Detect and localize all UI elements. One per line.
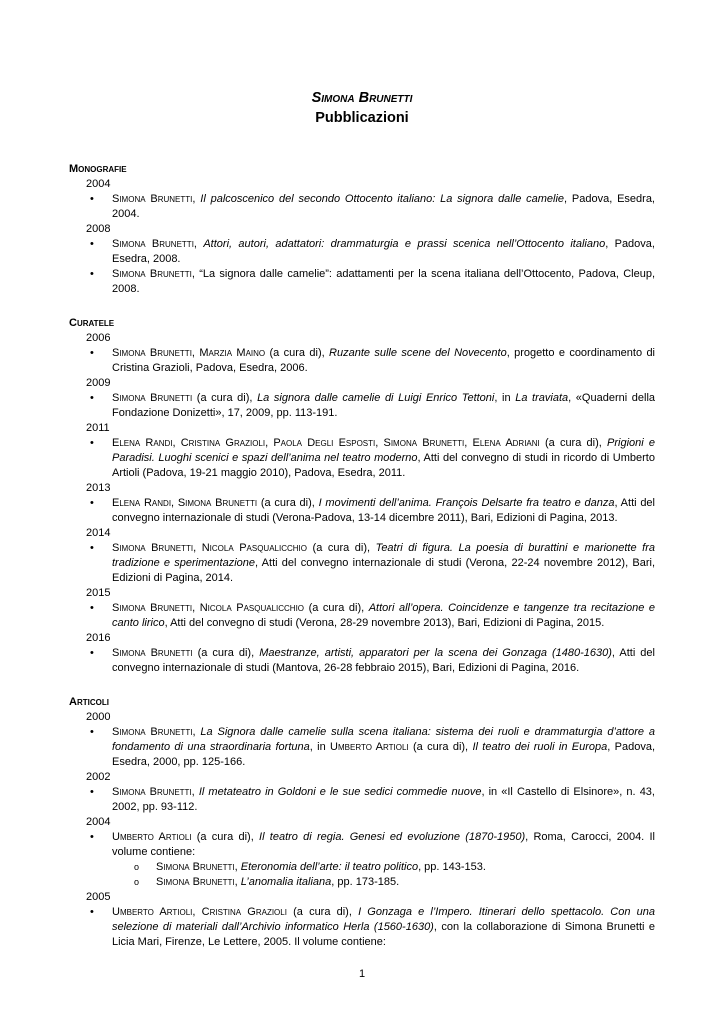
entry-list xyxy=(69,346,655,376)
list-item: • Elena Randi, Cristina Grazioli, Paola Degli Esposti, Simona Brunetti, Elena Adriani (a cura di), Prigioni e Paradisi. Luoghi scenici e spazi dell’anima nel teatro moderno, Atti del convegno di studi in ricordo di Umberto Artioli (Padova, 19-21 maggio 2010), Padova, Esedra, 2011. xyxy=(69,436,655,481)
list-item: • Umberto Artioli (a cura di), Il teatro di regia. Genesi ed evoluzione (1870-1950), Roma, Carocci, 2004. Il volume contiene: xyxy=(69,830,655,860)
entry-title: Maestranze, artisti, apparatori per la scena dei Gonzaga (1480-1630) xyxy=(259,647,612,659)
entry-author: Simona Brunetti xyxy=(112,647,193,659)
entry-details: , progetto e coordinamento di Cristina Grazioli, Padova, Esedra, 2006. xyxy=(112,347,656,374)
page-number: 1 xyxy=(358,968,366,980)
year-label: 2004 xyxy=(86,816,111,828)
entry-list xyxy=(69,192,655,222)
list-item: • Simona Brunetti (a cura di), La signora dalle camelie di Luigi Enrico Tettoni, in La traviata, «Quaderni della Fondazione Donizetti», 17, 2009, pp. 113-191. xyxy=(69,391,655,421)
entry-details: , Atti del convegno internazionale di studi (Verona, 22-24 novembre 2012), Bari, Edizioni di Pagina, 2014. xyxy=(112,557,656,584)
entry-list xyxy=(69,541,655,586)
list-item: • Elena Randi, Simona Brunetti (a cura di), I movimenti dell’anima. François Delsarte fra teatro e danza, Atti del convegno internazionale di studi (Verona-Padova, 13-14 dicembre 2011), Bari, Edizioni di Pagina, 2013. xyxy=(69,496,655,526)
list-item: • Simona Brunetti, Marzia Maino (a cura di), Ruzante sulle scene del Novecento, progetto e coordinamento di Cristina Grazioli, Padova, Esedra, 2006. xyxy=(69,346,655,376)
list-item: • Umberto Artioli, Cristina Grazioli (a cura di), I Gonzaga e l’Impero. Itinerari dello spettacolo. Con una selezione di materiali dall’Archivio informatico Herla (1560-1630), con la collaborazione di Simona Brunetti e Licia Mari, Firenze, Le Lettere, 2005. Il volume contiene: xyxy=(69,905,655,950)
entry-list xyxy=(69,830,655,860)
entry-author: Simona Brunetti xyxy=(112,392,193,404)
year-label: 2000 xyxy=(86,711,111,723)
entry-title: La Signora dalle camelie sulla scena italiana: sistema dei ruoli e drammaturgia d’attore a fondamento di una straordinaria fortuna xyxy=(112,726,655,753)
entry-list xyxy=(69,601,655,631)
section-heading-monografie: Monografie xyxy=(69,163,127,175)
document-body xyxy=(69,162,655,950)
entry-title: Attori, autori, adattatori: drammaturgia e prassi scenica nell’Ottocento italiano xyxy=(203,238,606,250)
entry-details: “La signora dalle camelie”: adattamenti per la scena italiana dell’Ottocento, Padova, Cleup, 2008. xyxy=(112,268,655,295)
entry-list xyxy=(69,905,655,950)
year-label: 2002 xyxy=(86,771,111,783)
author-name: Simona Brunetti xyxy=(311,90,413,106)
entry-title: I Gonzaga e l’Impero. Itinerari dello spettacolo. Con una selezione di materiali dall’Archivio informatico Herla (1560-1630) xyxy=(112,906,656,933)
entry-details: , con la collaborazione di Simona Brunetti e Licia Mari, Firenze, Le Lettere, 2005. Il volume contiene: xyxy=(112,921,655,948)
entry-list xyxy=(69,725,655,770)
document-title: Pubblicazioni xyxy=(315,110,409,126)
entry-author: Simona Brunetti xyxy=(112,268,192,280)
entry-list xyxy=(69,496,655,526)
sub-entry-list xyxy=(69,860,655,890)
entry-details: , Padova, Esedra, 2000, pp. 125-166. xyxy=(112,741,656,768)
entry-title: Attori all’opera. Coincidenze e tangenze tra recitazione e canto lirico xyxy=(112,602,655,629)
entry-details: , Atti del convegno di studi in ricordo di Umberto Artioli (Padova, 19-21 maggio 2010), Padova, Esedra, 2011. xyxy=(112,452,655,479)
entry-details: , Padova, Esedra, 2008. xyxy=(112,238,655,265)
entry-author: Simona Brunetti xyxy=(112,193,193,205)
entry-title: Ruzante sulle scene del Novecento xyxy=(329,347,507,359)
sub-list-item: o Simona Brunetti, Eteronomia dell’arte: il teatro politico, pp. 143-153. xyxy=(69,860,655,875)
year-label: 2006 xyxy=(86,332,111,344)
year-label: 2004 xyxy=(86,178,111,190)
entry-title: I movimenti dell’anima. François Delsarte fra teatro e danza xyxy=(318,497,615,509)
entry-list xyxy=(69,646,655,676)
entry-details: , Atti del convegno di studi (Verona, 28-29 novembre 2013), Bari, Edizioni di Pagina, 2015. xyxy=(164,617,605,629)
list-item: • Simona Brunetti, Il palcoscenico del secondo Ottocento italiano: La signora dalle camelie, Padova, Esedra, 2004. xyxy=(69,192,655,222)
entry-details: , in «Il Castello di Elsinore», n. 43, 2002, pp. 93-112. xyxy=(112,786,655,813)
entry-author: Elena Randi, Simona Brunetti xyxy=(112,497,258,509)
list-item: • Simona Brunetti, Il metateatro in Goldoni e le sue sedici commedie nuove, in «Il Castello di Elsinore», n. 43, 2002, pp. 93-112. xyxy=(69,785,655,815)
entry-title: L’anomalia italiana xyxy=(240,876,332,888)
list-item: • Simona Brunetti, “La signora dalle camelie”: adattamenti per la scena italiana dell’Ottocento, Padova, Cleup, 2008. xyxy=(69,267,655,297)
entry-title: La traviata xyxy=(515,392,569,404)
year-label: 2011 xyxy=(86,422,110,434)
entry-title: Il palcoscenico del secondo Ottocento italiano: La signora dalle camelie xyxy=(200,193,565,205)
entry-details: , «Quaderni della Fondazione Donizetti», 17, 2009, pp. 113-191. xyxy=(112,392,656,419)
section-heading-articoli: Articoli xyxy=(69,696,109,708)
entry-editor: Umberto Artioli xyxy=(330,741,409,753)
entry-list xyxy=(69,391,655,421)
year-label: 2016 xyxy=(86,632,111,644)
year-label: 2005 xyxy=(86,891,111,903)
entry-author: Simona Brunetti xyxy=(112,786,192,798)
entry-author: Umberto Artioli xyxy=(112,831,192,843)
entry-title: Prigioni e Paradisi. Luoghi scenici e spazi dell’anima nel teatro moderno xyxy=(112,437,656,464)
entry-title: Il teatro dei ruoli in Europa xyxy=(472,741,608,753)
entry-author: Simona Brunetti, Marzia Maino xyxy=(112,347,266,359)
entry-author: Elena Randi, Cristina Grazioli, Paola Degli Esposti, Simona Brunetti, Elena Adriani xyxy=(112,437,540,449)
entry-title: Teatri di figura. La poesia di burattini e marionette fra tradizione e sperimentazione xyxy=(112,542,655,569)
entry-details: , Atti del convegno internazionale di studi (Mantova, 26-28 febbraio 2015), Bari, Edizioni di Pagina, 2016. xyxy=(112,647,655,674)
entry-title: La signora dalle camelie di Luigi Enrico Tettoni xyxy=(257,392,495,404)
entry-list xyxy=(69,436,655,481)
document-header xyxy=(0,88,724,128)
entry-details: , Atti del convegno internazionale di studi (Verona-Padova, 13-14 dicembre 2011), Bari, Edizioni di Pagina, 2013. xyxy=(112,497,655,524)
entry-author: Umberto Artioli, Cristina Grazioli xyxy=(112,906,287,918)
entry-author: Simona Brunetti xyxy=(112,726,193,738)
entry-list xyxy=(69,785,655,815)
entry-author: Simona Brunetti, Nicola Pasqualicchio xyxy=(112,542,307,554)
entry-author: Simona Brunetti, Nicola Pasqualicchio xyxy=(112,602,305,614)
year-label: 2013 xyxy=(86,482,111,494)
entry-title: Il metateatro in Goldoni e le sue sedici commedie nuove xyxy=(198,786,482,798)
entry-details: , pp. 173-185. xyxy=(331,876,400,888)
sub-list-item: o Simona Brunetti, L’anomalia italiana, pp. 173-185. xyxy=(69,875,655,890)
list-item: • Simona Brunetti, Nicola Pasqualicchio (a cura di), Teatri di figura. La poesia di burattini e marionette fra tradizione e sperimentazione, Atti del convegno internazionale di studi (Verona, 22-24 novembre 2012), Bari, Edizioni di Pagina, 2014. xyxy=(69,541,655,586)
list-item: • Simona Brunetti, Attori, autori, adattatori: drammaturgia e prassi scenica nell’Ottocento italiano, Padova, Esedra, 2008. xyxy=(69,237,655,267)
entry-author: Simona Brunetti xyxy=(156,876,235,888)
section-heading-curatele: Curatele xyxy=(69,317,115,329)
list-item: • Simona Brunetti, La Signora dalle camelie sulla scena italiana: sistema dei ruoli e drammaturgia d’attore a fondamento di una straordinaria fortuna, in Umberto Artioli (a cura di), Il teatro dei ruoli in Europa, Padova, Esedra, 2000, pp. 125-166. xyxy=(69,725,655,770)
entry-title: Il teatro di regia. Genesi ed evoluzione (1870-1950) xyxy=(259,831,526,843)
entry-details: , pp. 143-153. xyxy=(418,861,486,873)
list-item: • Simona Brunetti, Nicola Pasqualicchio (a cura di), Attori all’opera. Coincidenze e tangenze tra recitazione e canto lirico, Atti del convegno di studi (Verona, 28-29 novembre 2013), Bari, Edizioni di Pagina, 2015. xyxy=(69,601,655,631)
year-label: 2008 xyxy=(86,223,111,235)
year-label: 2015 xyxy=(86,587,111,599)
entry-title: Eteronomia dell’arte: il teatro politico xyxy=(240,861,419,873)
entry-author: Simona Brunetti xyxy=(112,238,194,250)
list-item: • Simona Brunetti (a cura di), Maestranze, artisti, apparatori per la scena dei Gonzaga (1480-1630), Atti del convegno internazionale di studi (Mantova, 26-28 febbraio 2015), Bari, Edizioni di Pagina, 2016. xyxy=(69,646,655,676)
entry-list xyxy=(69,237,655,297)
entry-author: Simona Brunetti xyxy=(156,861,235,873)
year-label: 2014 xyxy=(86,527,111,539)
entry-details: , Roma, Carocci, 2004. Il volume contiene: xyxy=(112,831,655,858)
entry-details: , Padova, Esedra, 2004. xyxy=(112,193,655,220)
year-label: 2009 xyxy=(86,377,111,389)
